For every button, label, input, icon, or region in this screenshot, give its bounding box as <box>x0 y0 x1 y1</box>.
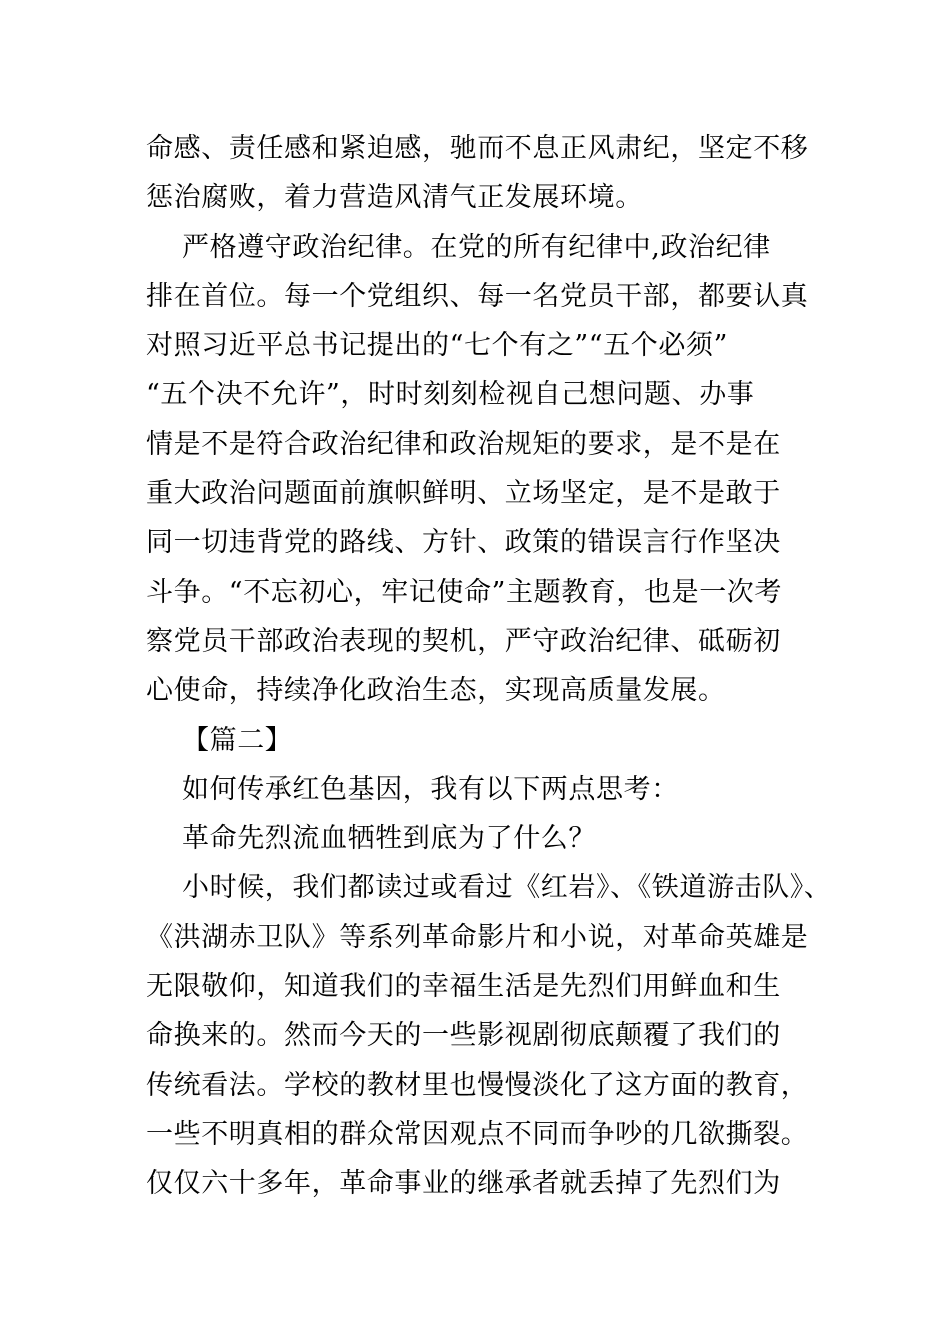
text-line: 情是不是符合政治纪律和政治规矩的要求，是不是在 <box>146 428 781 460</box>
text-line: 斗争。“不忘初心，牢记使命”主题教育，也是一次考 <box>146 576 783 608</box>
text-line: 重大政治问题面前旗帜鲜明、立场坚定，是不是敢于 <box>146 478 781 510</box>
text-line: 无限敬仰，知道我们的幸福生活是先烈们用鲜血和生 <box>146 971 781 1003</box>
text-line: 仅仅六十多年，革命事业的继承者就丢掉了先烈们为 <box>146 1168 781 1200</box>
text-line: 心使命，持续净化政治生态，实现高质量发展。 <box>146 675 726 707</box>
text-line: 《洪湖赤卫队》等系列革命影片和小说，对革命英雄是 <box>146 921 809 953</box>
text-line: 命感、责任感和紧迫感，驰而不息正风肃纪，坚定不移 <box>146 133 809 164</box>
text-line: 命换来的。然而今天的一些影视剧彻底颠覆了我们的 <box>146 1020 781 1052</box>
text-line: 一些不明真相的群众常因观点不同而争吵的几欲撕裂。 <box>146 1118 809 1150</box>
document-body <box>146 124 832 1209</box>
text-line: 如何传承红色基因，我有以下两点思考： <box>182 773 679 805</box>
text-line: 严格遵守政治纪律。在党的所有纪律中,政治纪律 <box>182 231 771 263</box>
text-line: 革命先烈流血牺牲到底为了什么？ <box>182 823 596 855</box>
text-line: 小时候，我们都读过或看过《红岩》、《铁道游击队》、 <box>182 872 832 904</box>
text-line: 排在首位。每一个党组织、每一名党员干部，都要认真 <box>146 280 809 312</box>
text-line: 【篇二】 <box>182 724 293 756</box>
text-line: 同一切违背党的路线、方针、政策的错误言行作坚决 <box>146 527 781 559</box>
text-line: 惩治腐败，着力营造风清气正发展环境。 <box>146 182 643 214</box>
text-line: 察党员干部政治表现的契机，严守政治纪律、砥砺初 <box>146 625 781 657</box>
text-line: 传统看法。学校的教材里也慢慢淡化了这方面的教育， <box>146 1069 809 1101</box>
text-line: 对照习近平总书记提出的“七个有之”“五个必须” <box>146 330 729 362</box>
text-line: “五个决不允许”，时时刻刻检视自己想问题、办事 <box>146 379 755 411</box>
